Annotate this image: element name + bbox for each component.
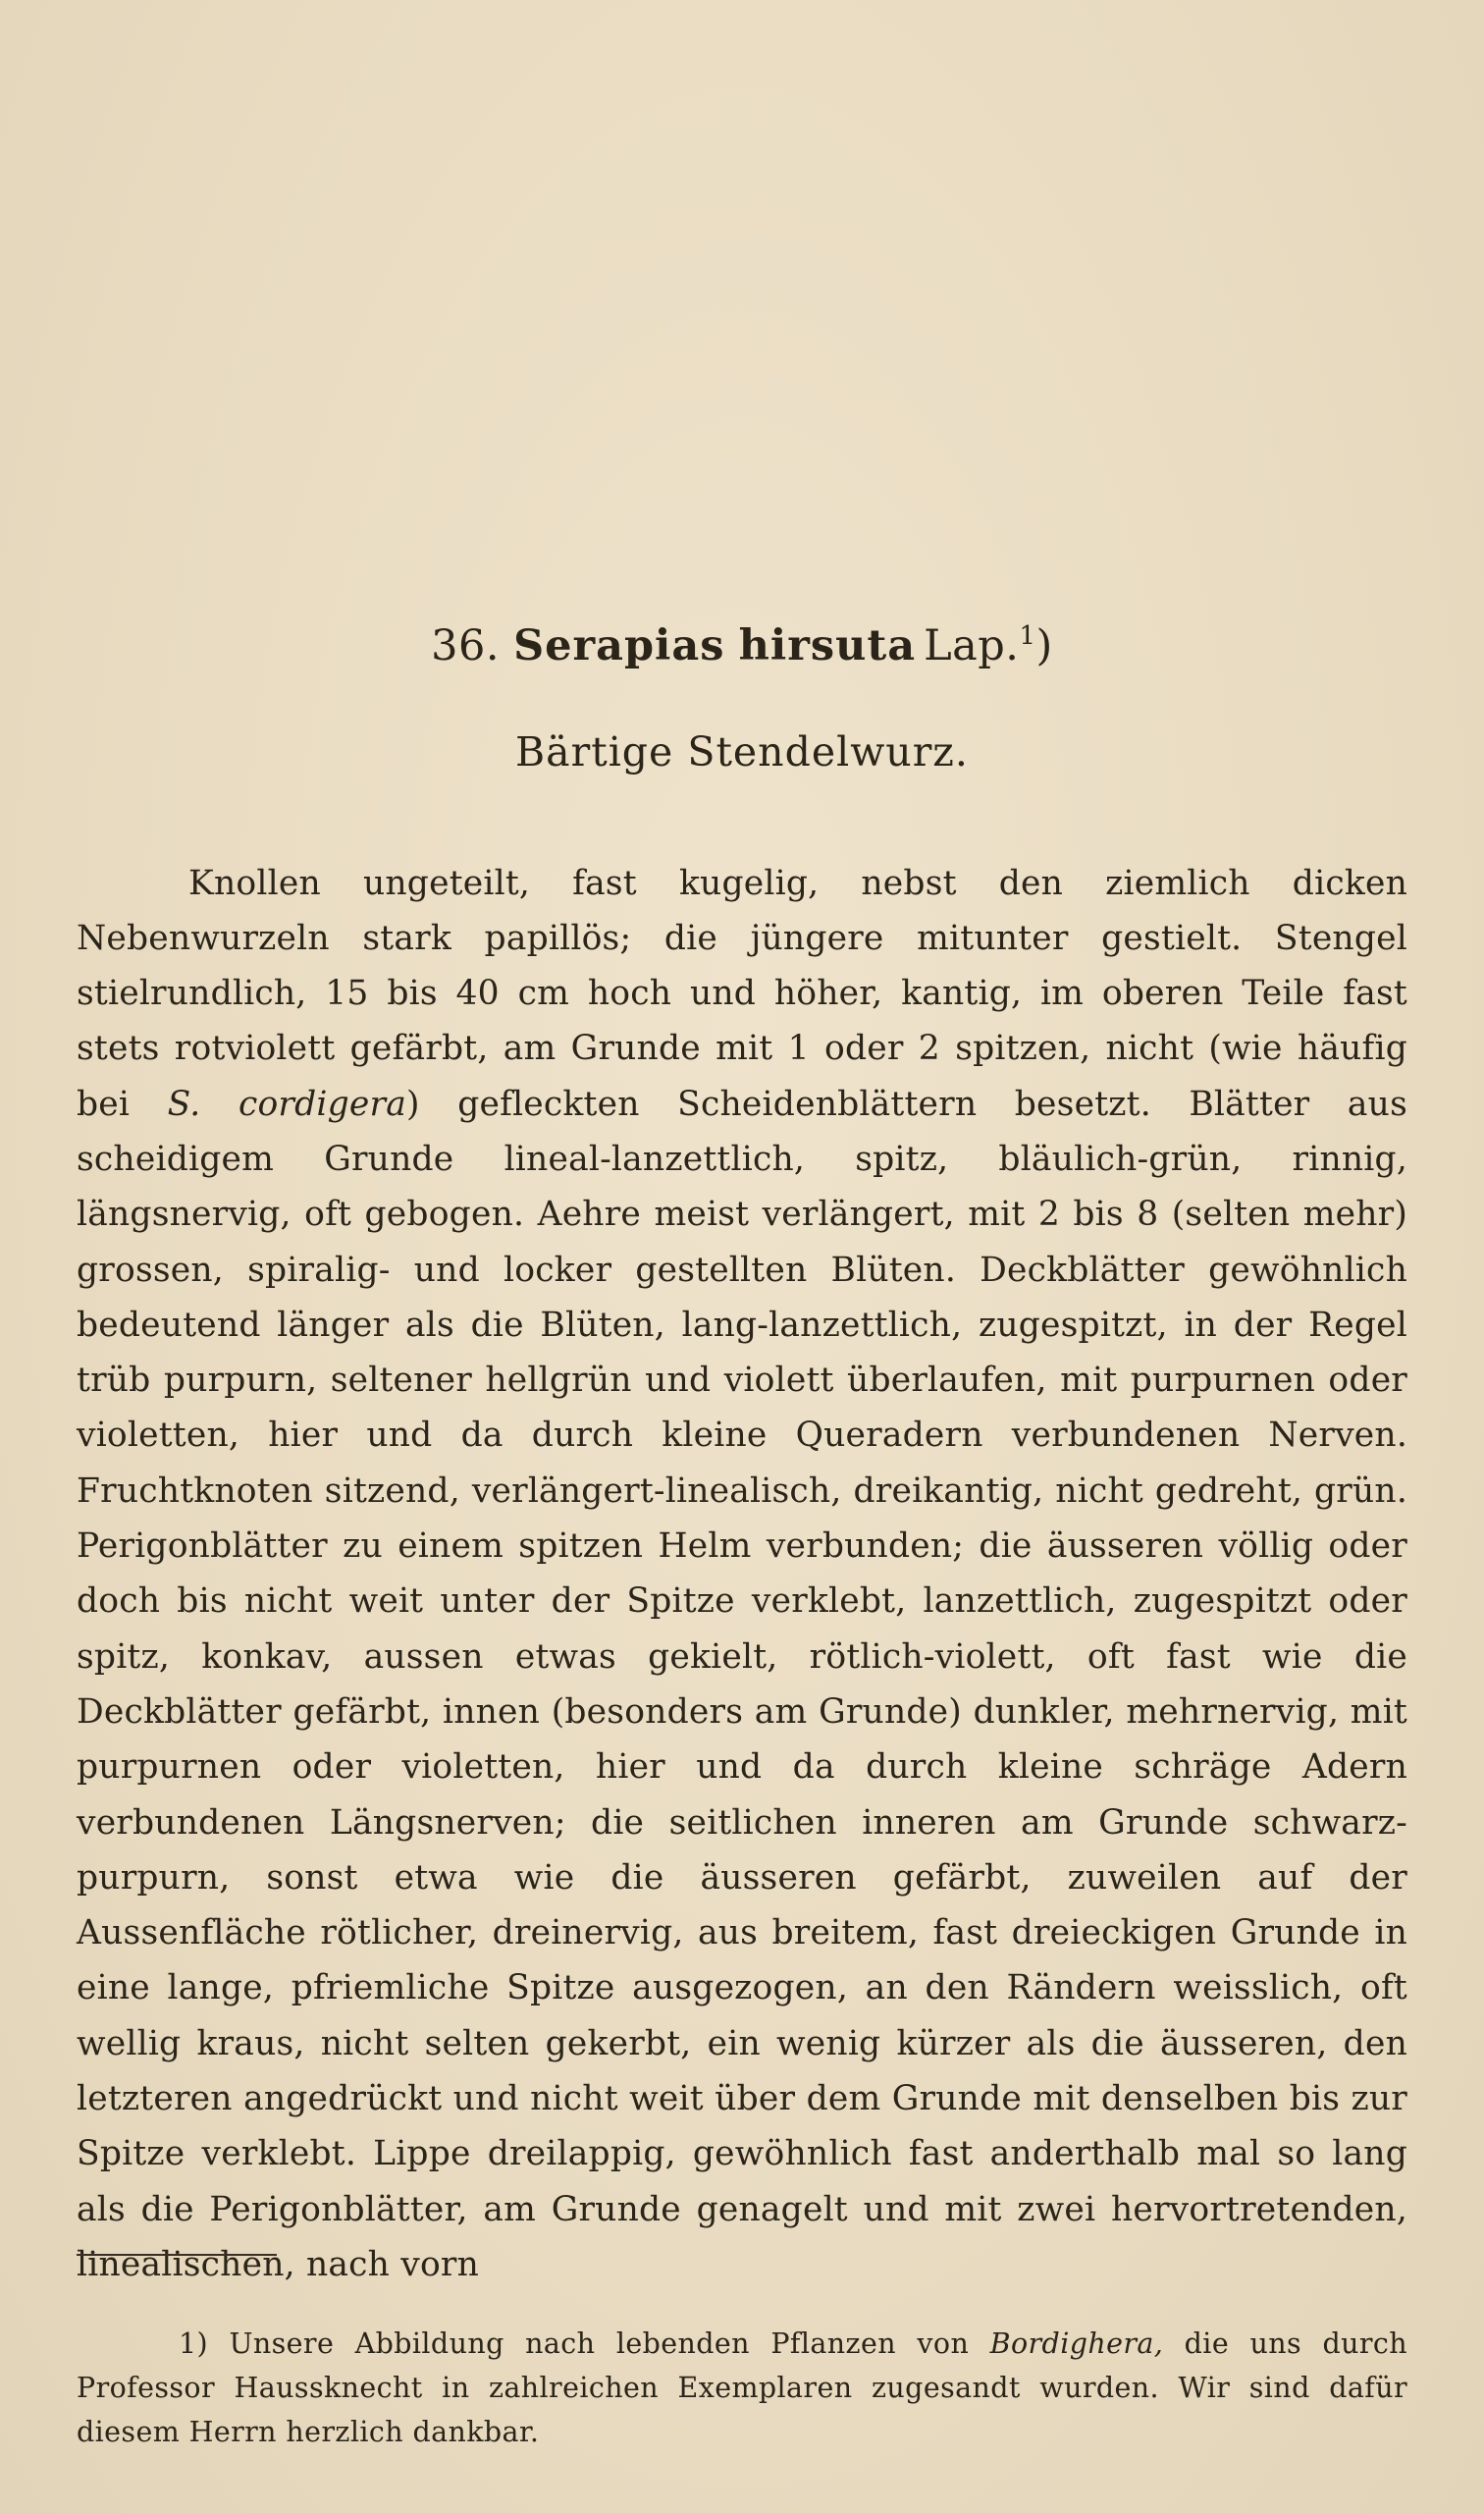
footnote-italic-place: Bordighera, [989, 2326, 1164, 2360]
description-text-2: ) gefleckten Scheidenblättern besetzt. Blätter aus scheidigem Grunde lineal-lanzettlich, spitz, bläulich-grün, rinnig, längsnervig, oft gebogen. Aehre meist verlängert, mit 2 bis 8 (selten mehr) grossen, spiralig- und locker gestellten Blüten. Deckblätter gewöhnlich bedeutend länger als die Blüten, lang-lanzettlich, zugespitzt, in der Regel trüb purpurn, seltener hellgrün und violett überlaufen, mit purpurnen oder violetten, hier und da durch kleine Queradern verbundenen Nerven. Fruchtknoten sitzend, verlängert-linealisch, dreikantig, nicht gedreht, grün. Perigonblätter zu einem spitzen Helm verbunden; die äusseren völlig oder doch bis nicht weit unter der Spitze verklebt, lanzettlich, zugespitzt oder spitz, konkav, aussen etwas gekielt, rötlich-violett, oft fast wie die Deckblätter gefärbt, innen (besonders am Grunde) dunkler, mehrnervig, mit purpurnen oder violetten, hier und da durch kleine schräge Adern verbundenen Längsnerven; die seitlichen inneren am Grunde schwarz-purpurn, sonst etwa wie die äusseren gefärbt, zuweilen auf der Aussenfläche rötlicher, dreinervig, aus breitem, fast dreieckigen Grunde in eine lange, pfriemliche Spitze ausgezogen, an den Rändern weisslich, oft wellig kraus, nicht selten gekerbt, ein wenig kürzer als die äusseren, den letzteren angedrückt und nicht weit über dem Grunde mit denselben bis zur Spitze verklebt. Lippe dreilappig, gewöhnlich fast anderthalb mal so lang als die Perigonblätter, am Grunde genagelt und mit zwei hervortretenden, linealischen, nach vorn [77, 1084, 1407, 2284]
footnote-marker: 1 [1019, 621, 1036, 651]
genus-name: Serapias [513, 621, 725, 670]
author-abbreviation: Lap. [924, 621, 1020, 670]
footnote-text-1: 1) Unsere Abbildung nach lebenden Pflanzen von [179, 2326, 990, 2360]
species-epithet: hirsuta [738, 621, 917, 670]
description-text-1: Knollen ungeteilt, fast kugelig, nebst den ziemlich dicken Nebenwurzeln stark papillös; die jüngere mitunter gestielt. Stengel stielrundlich, 15 bis 40 cm hoch und höher, kantig, im oberen Teile fast stets rotviolett gefärbt, am Grunde mit 1 oder 2 spitzen, nicht (wie häufig bei [77, 863, 1407, 1124]
footnote [77, 2322, 1407, 2454]
footnote-text-2: die uns durch Professor Haussknecht in zahlreichen Exemplaren zugesandt wurden. Wir sind dafür diesem Herrn herzlich dankbar. [77, 2326, 1407, 2448]
description-italic-species: S. cordigera [167, 1084, 407, 1124]
footnote-divider [77, 2254, 277, 2256]
description-paragraph [77, 856, 1407, 2293]
common-name: Bärtige Stendelwurz. [515, 728, 969, 775]
footnote-marker-paren: ) [1035, 621, 1053, 670]
species-number: 36. [431, 621, 501, 670]
species-heading [0, 616, 1484, 675]
